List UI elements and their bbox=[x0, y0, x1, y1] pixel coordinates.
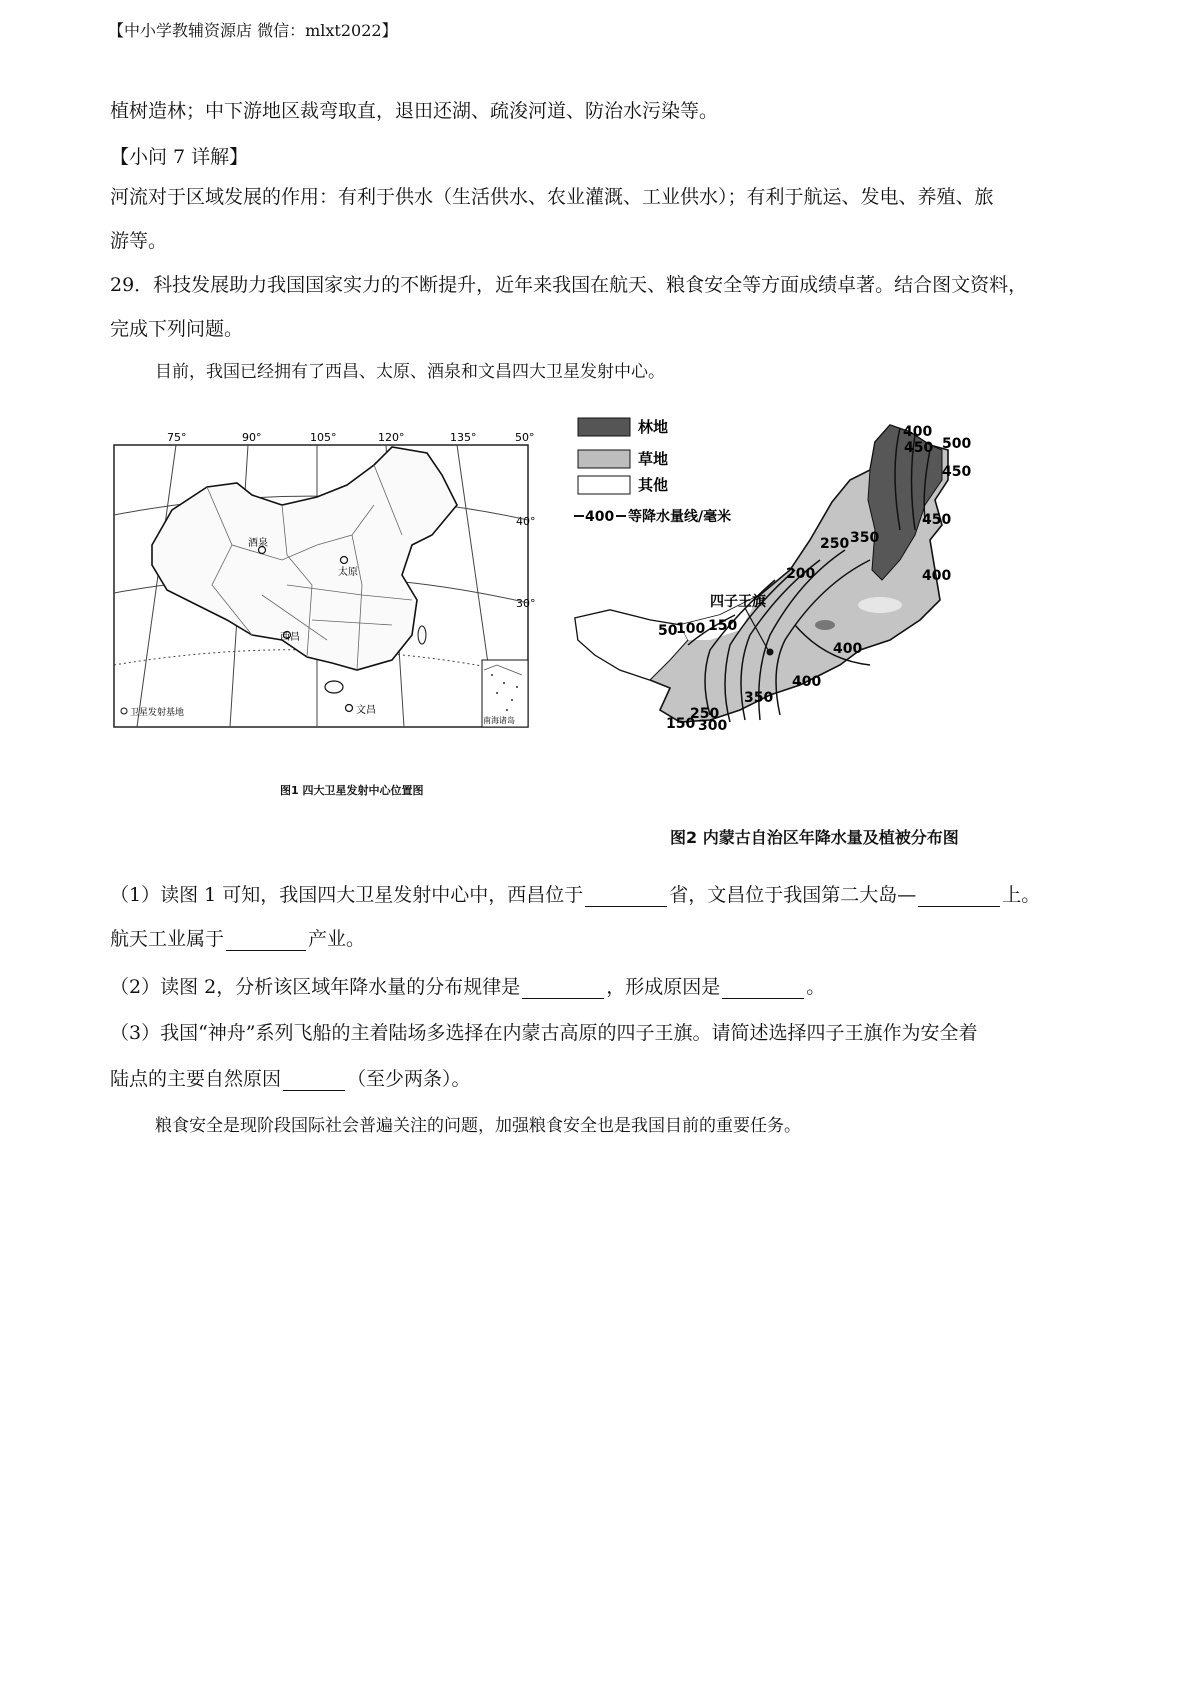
place-label: 西昌 bbox=[280, 632, 300, 643]
lon-tick-label: 75° bbox=[167, 431, 187, 444]
isoline-label: 450 bbox=[904, 440, 934, 456]
isoline-label: 350 bbox=[744, 690, 774, 706]
isoline-label: 150 bbox=[708, 618, 738, 634]
figure-1-map bbox=[112, 425, 536, 755]
isoline-label: 200 bbox=[786, 566, 816, 582]
text-line: 植树造林；中下游地区裁弯取直，退田还湖、疏浚河道、防治水污染等。 bbox=[110, 100, 719, 122]
lat-tick-label: 40° bbox=[516, 515, 536, 528]
lon-tick-label: 90° bbox=[242, 431, 262, 444]
lat-tick-label: 30° bbox=[516, 597, 536, 610]
place-label: 太原 bbox=[338, 567, 358, 578]
lon-tick-label: 50° bbox=[515, 431, 535, 444]
legend-label: 林地 bbox=[638, 418, 669, 436]
isoline-label: 250 bbox=[690, 706, 720, 722]
answer-blank[interactable] bbox=[722, 978, 804, 999]
place-label: 酒泉 bbox=[248, 538, 268, 549]
question-1-cont: 航天工业属于 产业。 bbox=[110, 928, 366, 950]
place-label: 四子王旗 bbox=[710, 594, 766, 610]
isoline-label: 100 bbox=[676, 621, 706, 637]
legend-label: 草地 bbox=[638, 450, 669, 468]
isoline-label: 350 bbox=[850, 530, 880, 546]
question-3: （3）我国“神舟”系列飞船的主着陆场多选择在内蒙古高原的四子王旗。请简述选择四子王旗作为安全着 bbox=[110, 1022, 978, 1044]
material-text: 目前，我国已经拥有了西昌、太原、酒泉和文昌四大卫星发射中心。 bbox=[155, 362, 665, 382]
question-3-cont: 陆点的主要自然原因 （至少两条）。 bbox=[110, 1068, 471, 1090]
inset-label: 南海诸岛 bbox=[483, 716, 515, 725]
isoline-label: 400 bbox=[922, 568, 952, 584]
isoline-label: 400 bbox=[833, 641, 863, 657]
figure-1-caption: 图1 四大卫星发射中心位置图 bbox=[280, 784, 424, 797]
header-watermark: 【中小学教辅资源店 微信：mlxt2022】 bbox=[108, 21, 398, 40]
isoline-label: 450 bbox=[922, 512, 952, 528]
question-1: （1）读图 1 可知，我国四大卫星发射中心中，西昌位于 省，文昌位于我国第二大岛— 上。 bbox=[110, 884, 1041, 906]
isoline-label: 450 bbox=[942, 464, 972, 480]
text-line: 河流对于区域发展的作用：有利于供水（生活供水、农业灌溉、工业供水）；有利于航运、发电、养殖、旅 bbox=[110, 186, 994, 208]
figure-2-caption: 图2 内蒙古自治区年降水量及植被分布图 bbox=[670, 828, 959, 847]
answer-blank[interactable] bbox=[585, 886, 667, 907]
answer-blank[interactable] bbox=[283, 1070, 345, 1091]
figure-2-map bbox=[570, 410, 1070, 770]
isoline-label: 500 bbox=[942, 436, 972, 452]
legend-label: 等降水量线/毫米 bbox=[628, 509, 732, 525]
answer-blank[interactable] bbox=[918, 886, 1000, 907]
isoline-label: 50 bbox=[658, 623, 678, 639]
text-line: 游等。 bbox=[110, 230, 168, 252]
isoline-label: 400 bbox=[903, 424, 933, 440]
lon-tick-label: 105° bbox=[310, 431, 337, 444]
isoline-label: 150 bbox=[666, 716, 696, 732]
legend-sample: 400 bbox=[585, 509, 615, 525]
legend-label: 其他 bbox=[638, 476, 669, 494]
answer-blank[interactable] bbox=[226, 930, 306, 951]
material-text: 粮食安全是现阶段国际社会普遍关注的问题，加强粮食安全也是我国目前的重要任务。 bbox=[155, 1116, 801, 1136]
lon-tick-label: 135° bbox=[450, 431, 477, 444]
text-line: 完成下列问题。 bbox=[110, 318, 244, 340]
question-2: （2）读图 2，分析该区域年降水量的分布规律是 ，形成原因是 。 bbox=[110, 976, 826, 998]
question-29-stem: 29．科技发展助力我国国家实力的不断提升，近年来我国在航天、粮食安全等方面成绩卓著。结合图文资料， bbox=[110, 274, 1028, 296]
isoline-label: 400 bbox=[792, 674, 822, 690]
lon-tick-label: 120° bbox=[378, 431, 405, 444]
subquestion-heading: 【小问 7 详解】 bbox=[110, 146, 249, 168]
isoline-label: 250 bbox=[820, 536, 850, 552]
place-label: 文昌 bbox=[356, 705, 376, 716]
answer-blank[interactable] bbox=[522, 978, 604, 999]
map-legend-label: 卫星发射基地 bbox=[130, 708, 185, 718]
isoline-label: 300 bbox=[698, 718, 728, 734]
